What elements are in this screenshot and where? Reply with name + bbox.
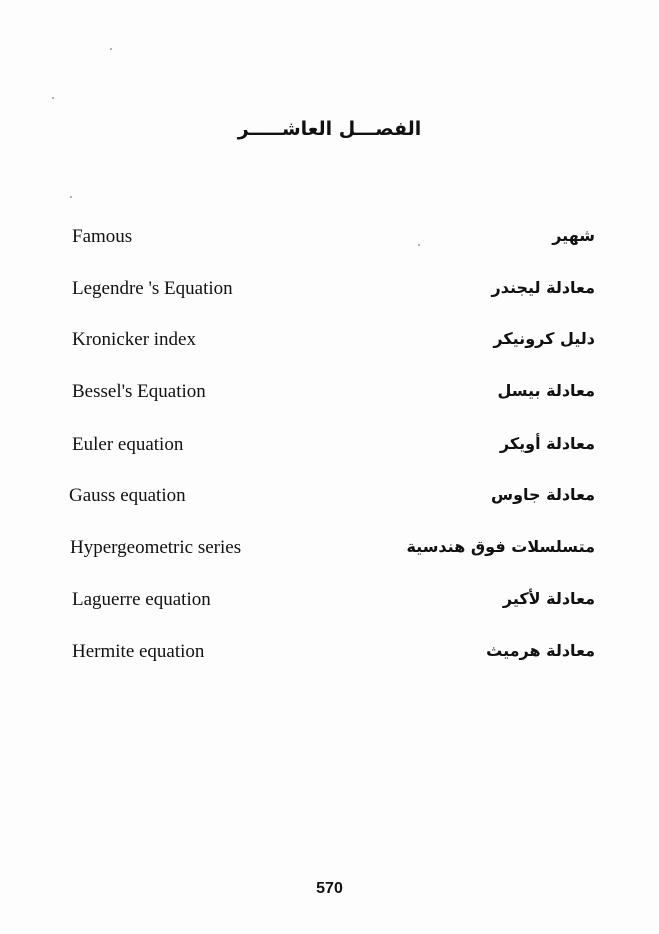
term-row: [0, 434, 659, 464]
term-arabic: معادلة أويكر: [499, 434, 595, 453]
term-english: Gauss equation: [69, 485, 186, 506]
term-row: [0, 485, 659, 515]
term-arabic: متسلسلات فوق هندسية: [406, 537, 595, 556]
chapter-title: الفصـــل العاشـــــر: [237, 118, 422, 140]
term-row: [0, 589, 659, 619]
scan-speck: [110, 48, 112, 50]
term-arabic: معادلة هرميث: [486, 641, 595, 660]
term-row: [0, 641, 659, 671]
term-row: [0, 537, 659, 567]
term-row: [0, 226, 659, 256]
term-arabic: معادلة بيسل: [497, 381, 595, 400]
term-arabic: دليل كرونيكر: [493, 329, 595, 348]
term-arabic: معادلة ليجندر: [491, 278, 595, 297]
term-english: Hypergeometric series: [70, 537, 242, 558]
term-english: Hermite equation: [72, 641, 205, 662]
term-english: Famous: [72, 226, 133, 247]
term-arabic: معادلة لأكير: [502, 589, 595, 608]
scan-speck: [52, 97, 54, 99]
term-english: Euler equation: [72, 434, 184, 455]
term-english: Legendre 's Equation: [72, 278, 233, 299]
term-row: [0, 329, 659, 359]
page-number: 570: [316, 880, 343, 897]
term-arabic: شهير: [552, 226, 595, 245]
term-row: [0, 381, 659, 411]
term-english: Kronicker index: [72, 329, 196, 350]
term-row: [0, 278, 659, 308]
term-english: Laguerre equation: [72, 589, 211, 610]
term-arabic: معادلة جاوس: [491, 485, 595, 504]
term-english: Bessel's Equation: [72, 381, 206, 402]
scan-speck: [70, 196, 72, 198]
